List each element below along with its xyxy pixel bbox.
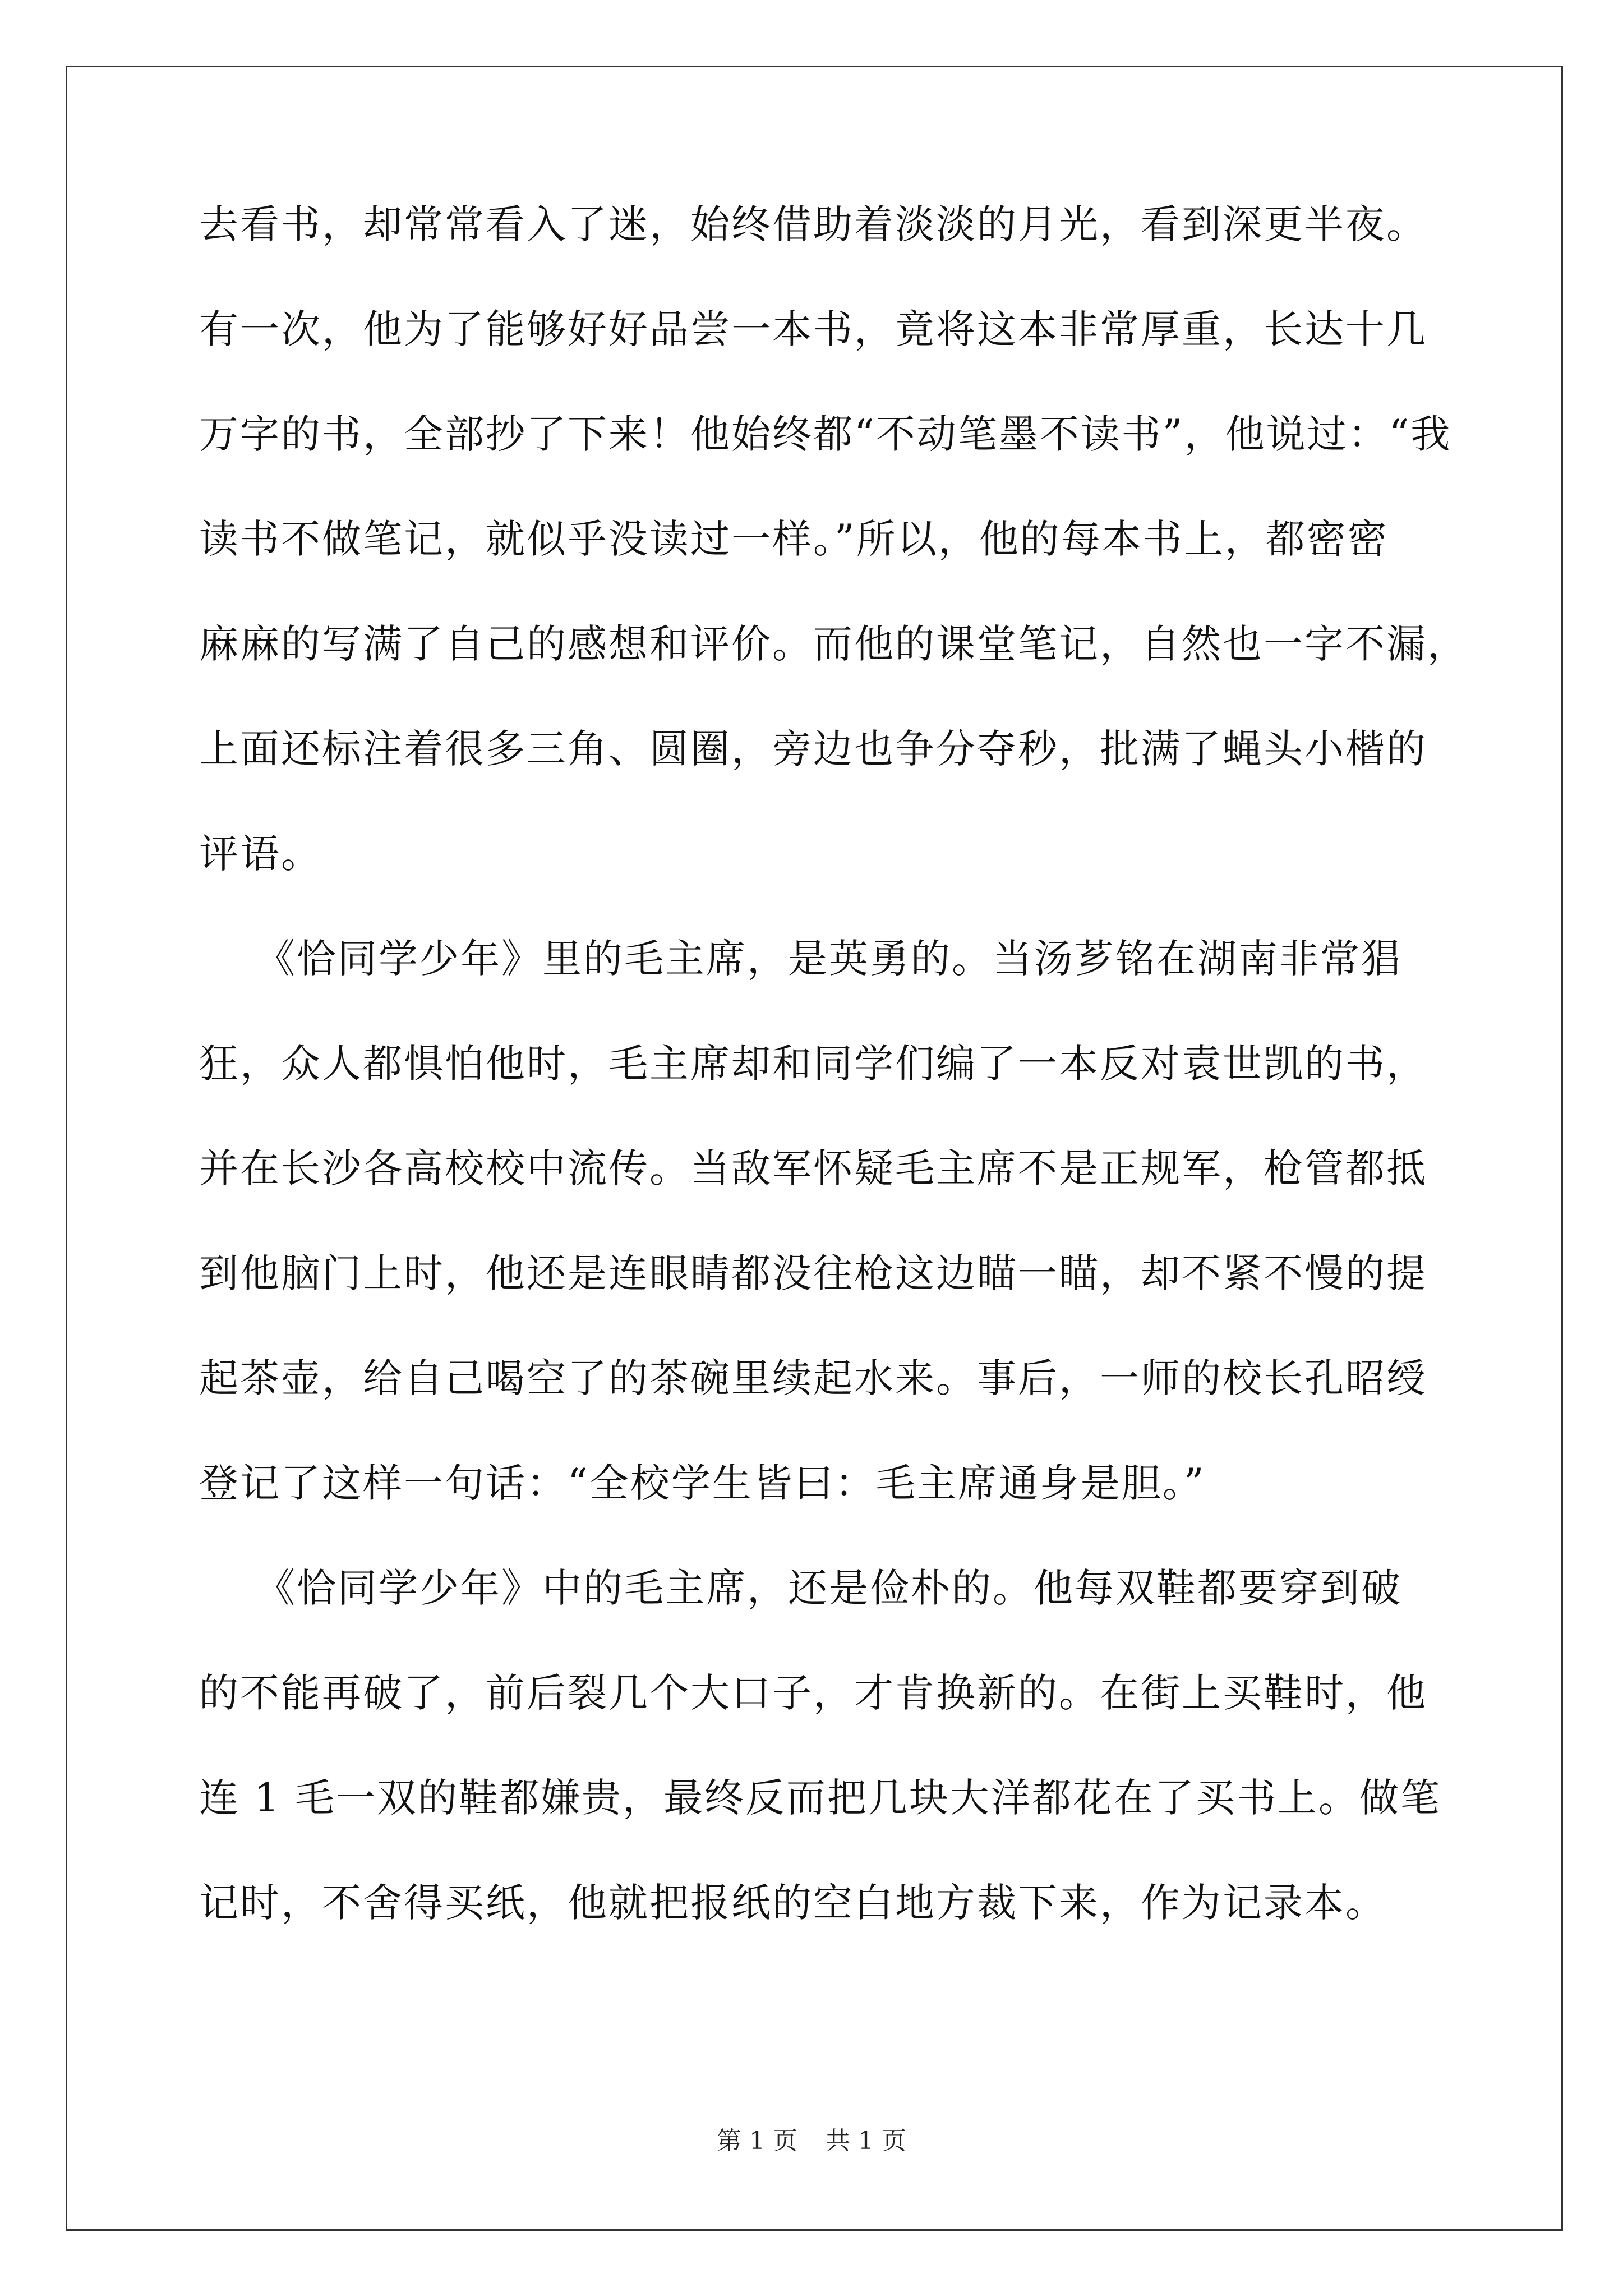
text-line: 《恰同学少年》里的毛主席，是英勇的。当汤芗铭在湖南非常猖	[199, 936, 1403, 982]
text-line: 狂，众人都惧怕他时，毛主席却和同学们编了一本反对袁世凯的书，	[199, 1041, 1427, 1087]
text-line: 起茶壶，给自己喝空了的茶碗里续起水来。事后，一师的校长孔昭绶	[199, 1355, 1427, 1401]
text-line: 评语。	[199, 831, 322, 877]
page-total: 共 1 页	[826, 2127, 906, 2155]
text-line: 去看书，却常常看入了迷，始终借助着淡淡的月光，看到深更半夜。	[199, 201, 1427, 247]
text-line: 并在长沙各高校校中流传。当敌军怀疑毛主席不是正规军，枪管都抵	[199, 1145, 1427, 1191]
text-line: 《恰同学少年》中的毛主席，还是俭朴的。他每双鞋都要穿到破	[199, 1565, 1403, 1611]
text-line: 连 1 毛一双的鞋都嫌贵，最终反而把几块大洋都花在了买书上。做笔	[199, 1775, 1442, 1821]
text-line: 上面还标注着很多三角、圆圈，旁边也争分夺秒，批满了蝇头小楷的	[199, 726, 1427, 772]
text-line: 记时，不舍得买纸，他就把报纸的空白地方裁下来，作为记录本。	[199, 1880, 1386, 1926]
text-line: 的不能再破了，前后裂几个大口子，才肯换新的。在街上买鞋时，他	[199, 1670, 1427, 1716]
text-line: 登记了这样一句话：“全校学生皆曰：毛主席通身是胆。”	[199, 1460, 1206, 1506]
page-number: 第 1 页	[717, 2127, 797, 2155]
text-line: 有一次，他为了能够好好品尝一本书，竟将这本非常厚重，长达十几	[199, 306, 1427, 352]
text-line: 读书不做笔记，就似乎没读过一样。”所以，他的每本书上，都密密	[199, 516, 1389, 562]
page-footer	[0, 2124, 1623, 2158]
text-line: 麻麻的写满了自己的感想和评价。而他的课堂笔记，自然也一字不漏，	[199, 621, 1468, 667]
text-line: 到他脑门上时，他还是连眼睛都没往枪这边瞄一瞄，却不紧不慢的提	[199, 1250, 1427, 1296]
text-line: 万字的书，全部抄了下来！他始终都“不动笔墨不读书”，他说过：“我	[199, 411, 1452, 457]
